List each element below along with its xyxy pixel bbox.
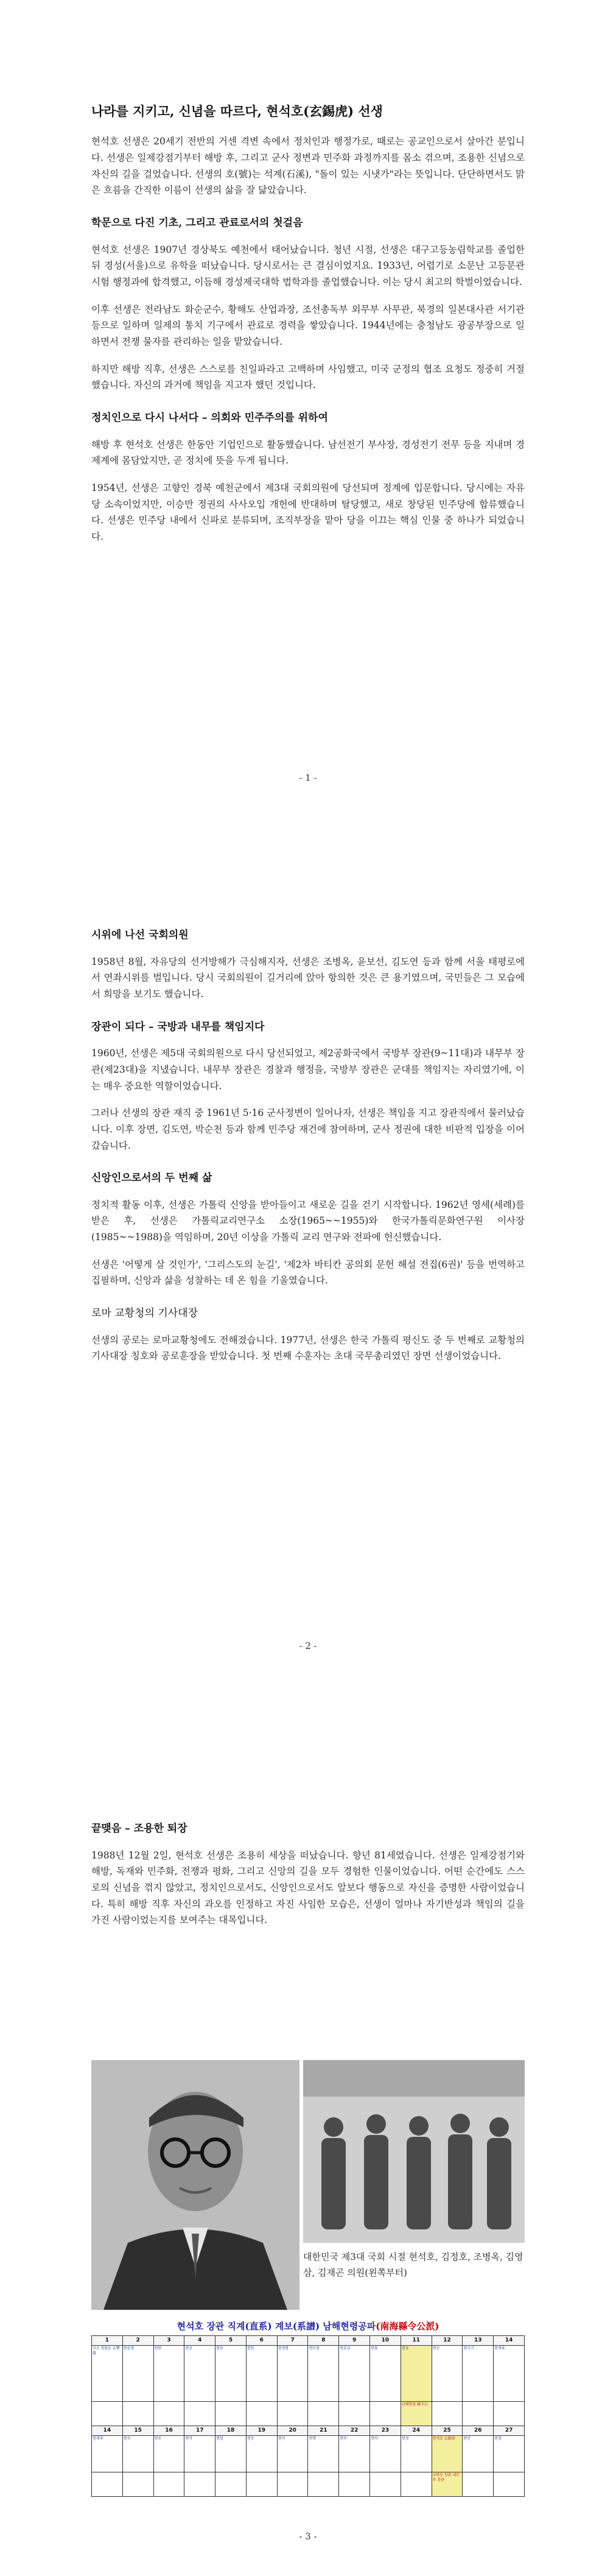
section-heading-politics: 정치인으로 다시 나서다 – 의회와 민주주의를 위하여 bbox=[91, 411, 328, 424]
generation-cell: 11 bbox=[401, 2336, 432, 2346]
page-2 bbox=[0, 850, 616, 1699]
genealogy-table-title bbox=[91, 2320, 525, 2332]
generation-cell: 16 bbox=[153, 2426, 184, 2436]
genealogy-cell bbox=[463, 2402, 494, 2426]
genealogy-cell bbox=[153, 2402, 184, 2426]
politics-paragraph-2: 1954년, 선생은 고향인 경북 예천군에서 제3대 국회의원에 당선되며 정계에 입문합니다. 당시에는 자유당 소속이었지만, 이승만 정권의 사사오입 개헌에 반대하며 탈당했고, 새로 창당된 민주당에 합류했습니다. 선생은 민주당 내에서 신파로 분류되며, 조직부장을 맡아 당을 이끄는 핵심 인물 중 하나가 되었습니다. bbox=[91, 482, 525, 542]
generation-cell: 21 bbox=[308, 2426, 339, 2436]
genealogy-cell bbox=[184, 2402, 215, 2426]
portrait-photo bbox=[91, 2060, 299, 2310]
generation-cell: 1 bbox=[92, 2336, 123, 2346]
faith-paragraph-2: 선생은 '어떻게 살 것인가', '그리스도의 눈길', '제2차 바티칸 공의회 문헌 해설 전집(6권)' 등을 번역하고 집필하며, 신앙과 삶을 성찰하는 데 온 힘을 기울였습니다. bbox=[91, 1258, 525, 1286]
protest-paragraph: 1958년 8월, 자유당의 선거방해가 극심해지자, 선생은 조병옥, 윤보선, 김도연 등과 함께 서울 태평로에서 연좌시위를 벌입니다. 당시 국회의원이 길거리에 앉아 항의한 것은 큰 용기였으며, 국민들은 그 모습에서 희망을 보기도 했습니다. bbox=[91, 956, 525, 1000]
genealogy-cell: 현득창 bbox=[308, 2346, 339, 2402]
section-heading-faith: 신앙인으로서의 두 번째 삶 bbox=[91, 1172, 212, 1185]
genealogy-cell bbox=[277, 2472, 308, 2497]
politics-paragraph-1: 해방 후 현석호 선생은 한동안 기업인으로 활동했습니다. 남선전기 부사장, 경성전기 전무 등을 지내며 경제계에 몸담았지만, 곧 정치에 뜻을 두게 됩니다. bbox=[91, 439, 525, 467]
genealogy-cell bbox=[184, 2472, 215, 2497]
section-heading-education: 학문으로 다진 기초, 그리고 관료로서의 첫걸음 bbox=[91, 217, 303, 230]
genealogy-cell bbox=[122, 2402, 153, 2426]
generation-cell: 14 bbox=[494, 2336, 525, 2346]
section-heading-minister: 장관이 되다 – 국방과 내무를 책임지다 bbox=[91, 1020, 265, 1033]
page-1-content bbox=[91, 102, 525, 545]
page-number-3: - 3 - bbox=[299, 2531, 317, 2542]
section-heading-protest: 시위에 나선 국회의원 bbox=[91, 929, 189, 941]
faith-paragraph-1: 정치적 활동 이후, 선생은 가톨릭 신앙을 받아들이고 새로운 길을 걷기 시작합니다. 1962년 영세(세례)를 받은 후, 선생은 가톨릭교리연구소 소장(1965~~1955)와 한국가톨릭문화연구원 이사장(1985~~1988)을 역임하며, 20년 이상을 가톨릭 교리 연구와 전파에 헌신했습니다. bbox=[91, 1199, 525, 1243]
portrait-illustration bbox=[91, 2060, 299, 2310]
generation-cell: 22 bbox=[339, 2426, 370, 2436]
genealogy-cell bbox=[92, 2402, 123, 2426]
generation-cell: 26 bbox=[463, 2426, 494, 2436]
generation-cell: 17 bbox=[184, 2426, 215, 2436]
genealogy-cell: 현인 bbox=[463, 2436, 494, 2472]
genealogy-cell bbox=[339, 2402, 370, 2426]
genealogy-cell: 현우 bbox=[153, 2436, 184, 2472]
minister-paragraph-2: 그러나 선생의 장관 재직 중 1961년 5·16 군사정변이 일어나자, 선생은 책임을 지고 장관직에서 물러났습니다. 이후 장면, 김도연, 박순천 등과 함께 민주당 재건에 참여하며, 군사 정권에 대한 비판적 입장을 이어갔습니다. bbox=[91, 1107, 525, 1151]
document-title: 나라를 지키고, 신념을 따르다, 현석호(玄錫虎) 선생 bbox=[91, 104, 383, 119]
genealogy-cell: 현명 bbox=[308, 2436, 339, 2472]
genealogy-table bbox=[91, 2335, 525, 2497]
genealogy-cell bbox=[308, 2402, 339, 2426]
genealogy-cell: 현정 bbox=[401, 2436, 432, 2472]
genealogy-cell bbox=[401, 2472, 432, 2497]
generation-cell: 18 bbox=[215, 2426, 247, 2436]
genealogy-cell bbox=[494, 2472, 525, 2497]
generation-cell: 24 bbox=[401, 2426, 432, 2436]
generation-cell: 6 bbox=[246, 2336, 277, 2346]
genealogy-cell: 현계록 bbox=[494, 2346, 525, 2402]
genealogy-cell-highlight: 현규 bbox=[401, 2346, 432, 2402]
genealogy-cell: 현경명 bbox=[277, 2346, 308, 2402]
generation-cell: 3 bbox=[153, 2336, 184, 2346]
genealogy-cell bbox=[277, 2402, 308, 2426]
genealogy-cell: 현한 bbox=[246, 2346, 277, 2402]
genealogy-cell: 현홍 bbox=[370, 2346, 401, 2402]
generation-cell: 20 bbox=[277, 2426, 308, 2436]
genealogy-header-top bbox=[92, 2336, 525, 2346]
genealogy-cell: 현보 bbox=[215, 2346, 247, 2402]
genealogy-cell bbox=[246, 2402, 277, 2426]
page-3-content bbox=[91, 1821, 525, 1928]
genealogy-row-1 bbox=[92, 2346, 525, 2402]
page-number-1: - 1 - bbox=[299, 772, 317, 783]
genealogy-cell bbox=[153, 2472, 184, 2497]
knight-paragraph: 선생의 공로는 로마교황청에도 전해졌습니다. 1977년, 선생은 한국 가톨릭 평신도 중 두 번째로 교황청의 기사대장 칭호와 공로훈장을 받았습니다. 첫 번째 수훈자는 초대 국무총리였던 장면 선생이었습니다. bbox=[91, 1334, 525, 1362]
section-heading-ending: 끝맺음 – 조용한 퇴장 bbox=[91, 1823, 187, 1835]
generation-cell: 9 bbox=[339, 2336, 370, 2346]
page-3 bbox=[0, 1699, 616, 2576]
generation-cell: 25 bbox=[432, 2426, 463, 2436]
generation-cell: 7 bbox=[277, 2336, 308, 2346]
ending-paragraph: 1988년 12월 2일, 현석호 선생은 조용히 세상을 떠났습니다. 향년 81세였습니다. 선생은 일제강점기와 해방, 독재와 민주화, 전쟁과 평화, 그리고 신앙의 길을 모두 경험한 인물이었습니다. 어떤 순간에도 스스로의 신념을 꺾지 않았고, 정치인으로서도, 신앙인으로서도 앞보다 행동으로 자신을 증명한 사람이었습니다. 특히 해방 직후 자신의 과오를 인정하고 자진 사임한 모습은, 선생이 얼마나 자기반성과 책임의 길을 가진 사람이었는지를 보여주는 대목입니다. bbox=[91, 1849, 525, 1926]
genealogy-cell bbox=[246, 2472, 277, 2497]
education-paragraph-3: 하지만 해방 직후, 선생은 스스로를 친일파라고 고백하며 사임했고, 미국 군정의 협조 요청도 정중히 거절했습니다. 자신의 과거에 책임을 지고자 했던 것입니다. bbox=[91, 363, 525, 391]
genealogy-cell bbox=[215, 2402, 247, 2426]
genealogy-row-4 bbox=[92, 2472, 525, 2497]
genealogy-row-3 bbox=[92, 2436, 525, 2472]
genealogy-cell: 현경 bbox=[494, 2436, 525, 2472]
genealogy-cell: 현효남 bbox=[339, 2346, 370, 2402]
generation-cell: 4 bbox=[184, 2336, 215, 2346]
genealogy-cell: 현식 bbox=[184, 2436, 215, 2472]
genealogy-cell: 현규 bbox=[184, 2346, 215, 2402]
genealogy-cell bbox=[432, 2402, 463, 2426]
genealogy-cell: 현숙 bbox=[122, 2436, 153, 2472]
genealogy-cell-highlight: 남해현령 縣令公 bbox=[401, 2402, 432, 2426]
genealogy-cell bbox=[92, 2472, 123, 2497]
generation-cell: 15 bbox=[122, 2426, 153, 2436]
generation-cell: 10 bbox=[370, 2336, 401, 2346]
generation-cell: 14 bbox=[92, 2426, 123, 2436]
genealogy-cell: 현일 bbox=[215, 2436, 247, 2472]
generation-cell: 19 bbox=[246, 2426, 277, 2436]
photo-row bbox=[91, 2060, 525, 2310]
generation-cell: 2 bbox=[122, 2336, 153, 2346]
page-2-content bbox=[91, 928, 525, 1364]
generation-cell: 8 bbox=[308, 2336, 339, 2346]
genealogy-cell: 시조 현담윤 玄覃胤 bbox=[92, 2346, 123, 2402]
genealogy-cell bbox=[370, 2472, 401, 2497]
genealogy-cell bbox=[463, 2472, 494, 2497]
education-paragraph-1: 현석호 선생은 1907년 경상북도 예천에서 태어났습니다. 청년 시절, 선생은 대구고등농림학교를 졸업한 뒤 경성(서울)으로 유학을 떠났습니다. 당시로서는 큰 결심이었지요. 1933년, 어렵기로 소문난 고등문관시험 행정과에 합격했고, 이듬해 경성제국대학 법학과를 졸업했습니다. 이는 당시 최고의 학벌이었습니다. bbox=[91, 244, 525, 288]
genealogy-cell: 현계록 bbox=[92, 2436, 123, 2472]
assembly-group-photo bbox=[303, 2060, 525, 2243]
generation-cell: 23 bbox=[370, 2426, 401, 2436]
minister-paragraph-1: 1960년, 선생은 제5대 국회의원으로 다시 당선되었고, 제2공화국에서 국방부 장관(9~11대)과 내무부 장관(제23대)을 지냈습니다. 내무부 장관은 경찰과 행정을, 국방부 장관은 군대를 책임지는 자리였기에, 이는 매우 중요한 역할이었습니다. bbox=[91, 1048, 525, 1092]
page-number-2: - 2 - bbox=[299, 1640, 317, 1651]
generation-cell: 12 bbox=[432, 2336, 463, 2346]
intro-paragraph: 현석호 선생은 20세기 전반의 거센 격변 속에서 정치인과 행정가로, 때로는 공교인으로서 살아간 분입니다. 선생은 일제강점기부터 해방 후, 그리고 군사 정변과 민주화 과정까지를 몸소 겪으며, 조용한 신념으로 자신의 길을 걸었습니다. 선생의 호(號)는 석계(石溪), "돌이 있는 시냇가"라는 뜻입니다. 단단하면서도 맑은 흐름을 간직한 이름이 선생의 삶을 잘 닮았습니다. bbox=[91, 136, 525, 196]
genealogy-cell: 현윤명 bbox=[122, 2346, 153, 2402]
genealogy-cell: 현주 bbox=[339, 2436, 370, 2472]
genealogy-cell bbox=[308, 2472, 339, 2497]
genealogy-cell bbox=[494, 2402, 525, 2426]
genealogy-cell: 현극기 bbox=[463, 2346, 494, 2402]
genealogy-row-2 bbox=[92, 2402, 525, 2426]
generation-cell: 5 bbox=[215, 2336, 247, 2346]
genealogy-cell-highlight: 국방부 장관 내무부 장관 bbox=[432, 2472, 463, 2497]
genealogy-cell bbox=[215, 2472, 247, 2497]
genealogy-title-main: 현석호 장관 직계(直系) 계보(系譜) 남해현령공파 bbox=[177, 2321, 376, 2332]
genealogy-header-bottom bbox=[92, 2426, 525, 2436]
genealogy-cell-highlight: 현석호 玄錫虎 bbox=[432, 2436, 463, 2472]
generation-cell: 13 bbox=[463, 2336, 494, 2346]
genealogy-cell bbox=[370, 2402, 401, 2426]
section-heading-knight: 로마 교황청의 기사대장 bbox=[91, 1307, 198, 1320]
generation-cell: 27 bbox=[494, 2426, 525, 2436]
photo-caption: 대한민국 제3대 국회 시절 현석호, 김정호, 조병옥, 김영삼, 김재곤 의원(왼쪽부터) bbox=[303, 2251, 523, 2279]
genealogy-cell: 현응 bbox=[246, 2436, 277, 2472]
genealogy-cell: 현신 bbox=[432, 2346, 463, 2402]
genealogy-cell: 현석 bbox=[277, 2436, 308, 2472]
genealogy-cell bbox=[339, 2472, 370, 2497]
page-1 bbox=[0, 0, 616, 850]
group-illustration bbox=[303, 2060, 525, 2243]
genealogy-cell: 현현 bbox=[153, 2346, 184, 2402]
education-paragraph-2: 이후 선생은 전라남도 화순군수, 황해도 산업과장, 조선총독부 외무부 사무관, 북경의 일본대사관 서기관 등으로 일하며 일제의 통치 기구에서 관료로 경력을 쌓았습니다. 1944년에는 충청남도 광공부장으로 일하면서 전쟁 물자를 관리하는 일을 맡았습니다. bbox=[91, 303, 525, 347]
genealogy-cell: 현이 bbox=[370, 2436, 401, 2472]
genealogy-title-branch: (南海縣令公派) bbox=[376, 2321, 439, 2332]
genealogy-cell bbox=[122, 2472, 153, 2497]
